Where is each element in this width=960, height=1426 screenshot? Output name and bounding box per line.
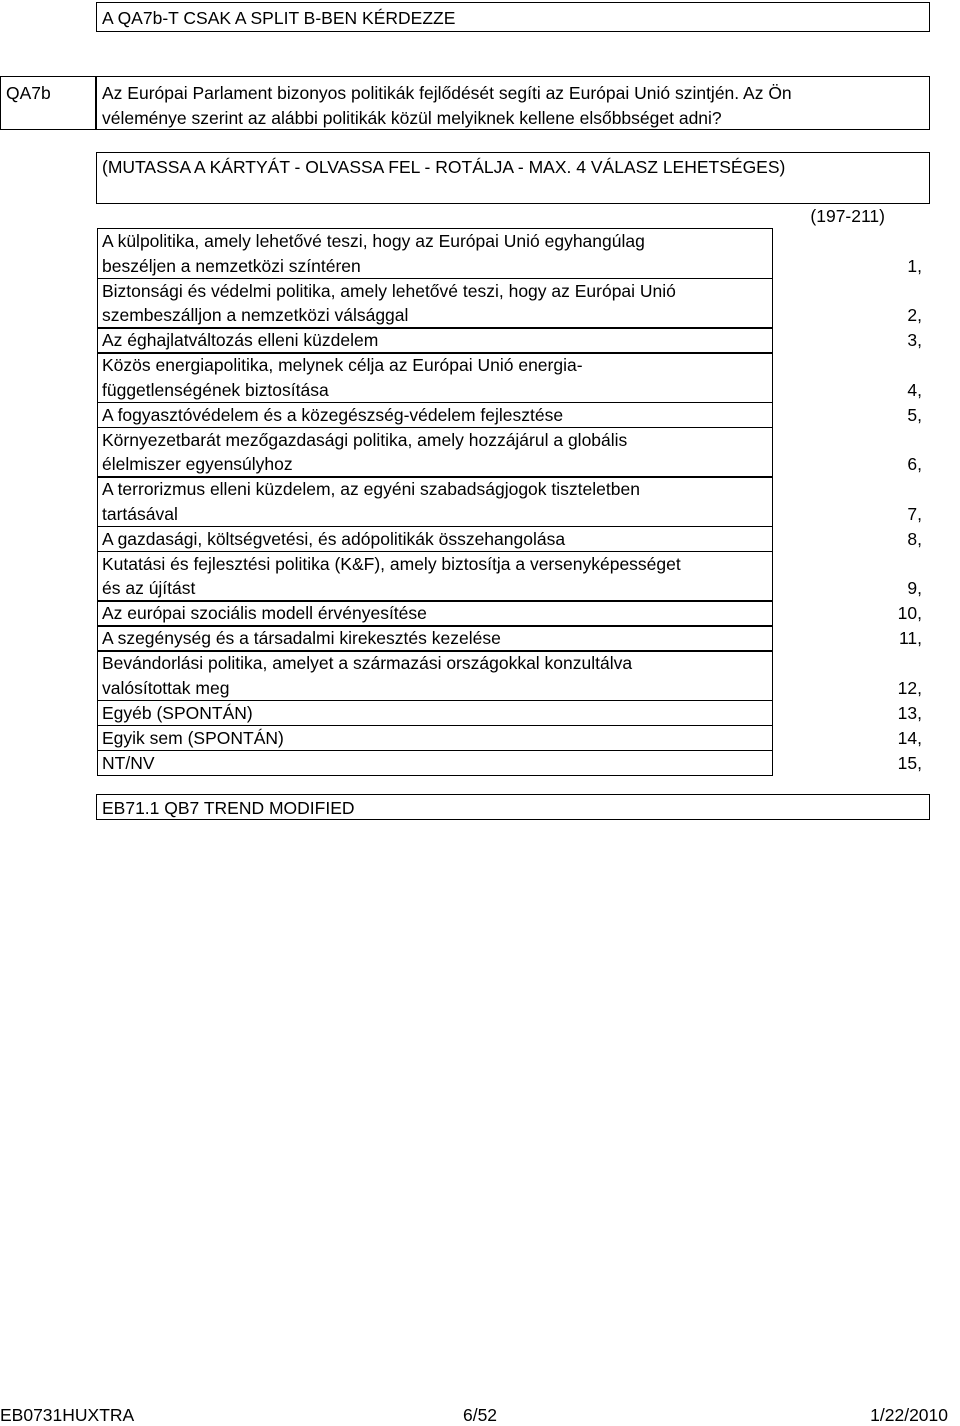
- answer-item-code: 14,: [897, 727, 922, 748]
- answer-item-label-line: élelmiszer egyensúlyhoz: [102, 454, 293, 474]
- answer-item-label-line: Az éghajlatváltozás elleni küzdelem: [102, 330, 379, 350]
- answer-item: [97, 600, 922, 627]
- answer-item-code: 12,: [897, 677, 922, 698]
- question-text-line-2: véleménye szerint az alábbi politikák közül melyiknek kellene elsőbbséget adni?: [102, 107, 722, 128]
- answer-item: [97, 327, 922, 354]
- answer-item-label-line: szembeszálljon a nemzetközi válsággal: [102, 305, 409, 325]
- answer-item-code: 8,: [907, 528, 922, 549]
- question-text-line-1: Az Európai Parlament bizonyos politikák fejlődését segíti az Európai Unió szintjén. Az Ön: [102, 83, 792, 103]
- footer-page-number: 6/52: [462, 1405, 498, 1425]
- answer-item-code: 10,: [897, 603, 922, 623]
- answer-item: [97, 551, 922, 602]
- answer-item-label-line: Bevándorlási politika, amelyet a származási országokkal konzultálva: [102, 653, 633, 673]
- answer-item-code: 7,: [907, 503, 922, 524]
- filter-note-text: A QA7b-T CSAK A SPLIT B-BEN KÉRDEZZE: [102, 8, 456, 28]
- answer-item-label-line: A külpolitika, amely lehetővé teszi, hogy az Európai Unió egyhangúlag: [102, 231, 645, 251]
- answer-item-label-line: A szegénység és a társadalmi kirekesztés kezelése: [102, 628, 501, 648]
- answer-item: [97, 402, 922, 429]
- answer-item-code: 13,: [897, 702, 922, 723]
- answer-item-code: 3,: [907, 330, 922, 350]
- instruction-text: (MUTASSA A KÁRTYÁT - OLVASSA FEL - ROTÁLJA - MAX. 4 VÁLASZ LEHETSÉGES): [102, 157, 786, 177]
- answer-item-label-line: függetlenségének biztosítása: [102, 379, 329, 400]
- answer-list: [97, 228, 922, 776]
- footer-date: 1/22/2010: [870, 1405, 948, 1425]
- answer-item-code: 11,: [898, 628, 922, 648]
- trend-note-text: EB71.1 QB7 TREND MODIFIED: [102, 798, 355, 818]
- answer-item-label-line: beszéljen a nemzetközi színtéren: [102, 255, 361, 276]
- answer-item-code: 15,: [897, 752, 922, 773]
- column-range: (197-211): [810, 206, 885, 226]
- answer-item: [97, 278, 922, 329]
- question-text-cell: [96, 76, 930, 130]
- answer-item: [97, 228, 922, 279]
- footer-document-id: EB0731HUXTRA: [0, 1405, 135, 1425]
- answer-item-label-line: Egyik sem (SPONTÁN): [102, 727, 284, 748]
- answer-item-label-line: Környezetbarát mezőgazdasági politika, amely hozzájárul a globális: [102, 429, 628, 450]
- answer-item-code: 1,: [907, 255, 922, 276]
- answer-item-label-line: Egyéb (SPONTÁN): [102, 702, 253, 723]
- answer-item-label-line: NT/NV: [102, 752, 155, 773]
- answer-item: [97, 427, 922, 478]
- answer-item-label-line: Közös energiapolitika, melynek célja az Európai Unió energia-: [102, 355, 583, 375]
- answer-item: [97, 650, 922, 701]
- answer-item-label-line: Az európai szociális modell érvényesítése: [102, 603, 427, 623]
- question-id: QA7b: [6, 83, 51, 103]
- answer-item-code: 9,: [907, 578, 922, 598]
- answer-item-label-line: A terrorizmus elleni küzdelem, az egyéni szabadságjogok tiszteletben: [102, 479, 640, 499]
- answer-item-label-line: Kutatási és fejlesztési politika (K&F), amely biztosítja a versenyképességet: [102, 553, 681, 574]
- answer-item-label-line: Biztonsági és védelmi politika, amely lehetővé teszi, hogy az Európai Unió: [102, 280, 676, 301]
- answer-item: [97, 352, 922, 403]
- answer-item: [97, 625, 922, 652]
- question-id-cell: [0, 76, 96, 130]
- answer-item-label-line: A fogyasztóvédelem és a közegészség-védelem fejlesztése: [102, 404, 564, 425]
- filter-note: [96, 2, 930, 32]
- answer-item-label-line: A gazdasági, költségvetési, és adópolitikák összehangolása: [102, 528, 566, 549]
- trend-note: [96, 794, 930, 820]
- answer-item-code: 4,: [907, 379, 922, 400]
- answer-item-label-line: valósítottak meg: [102, 677, 230, 698]
- interviewer-instruction: [96, 152, 930, 204]
- answer-item-code: 2,: [907, 305, 922, 325]
- answer-item-label-line: és az újítást: [102, 578, 196, 598]
- answer-item-code: 6,: [907, 454, 922, 474]
- answer-item-code: 5,: [907, 404, 922, 425]
- answer-item: [97, 725, 922, 752]
- answer-item: [97, 526, 922, 553]
- answer-item: [97, 750, 922, 777]
- answer-item-label-line: tartásával: [102, 503, 178, 524]
- answer-item: [97, 700, 922, 727]
- answer-item: [97, 476, 922, 527]
